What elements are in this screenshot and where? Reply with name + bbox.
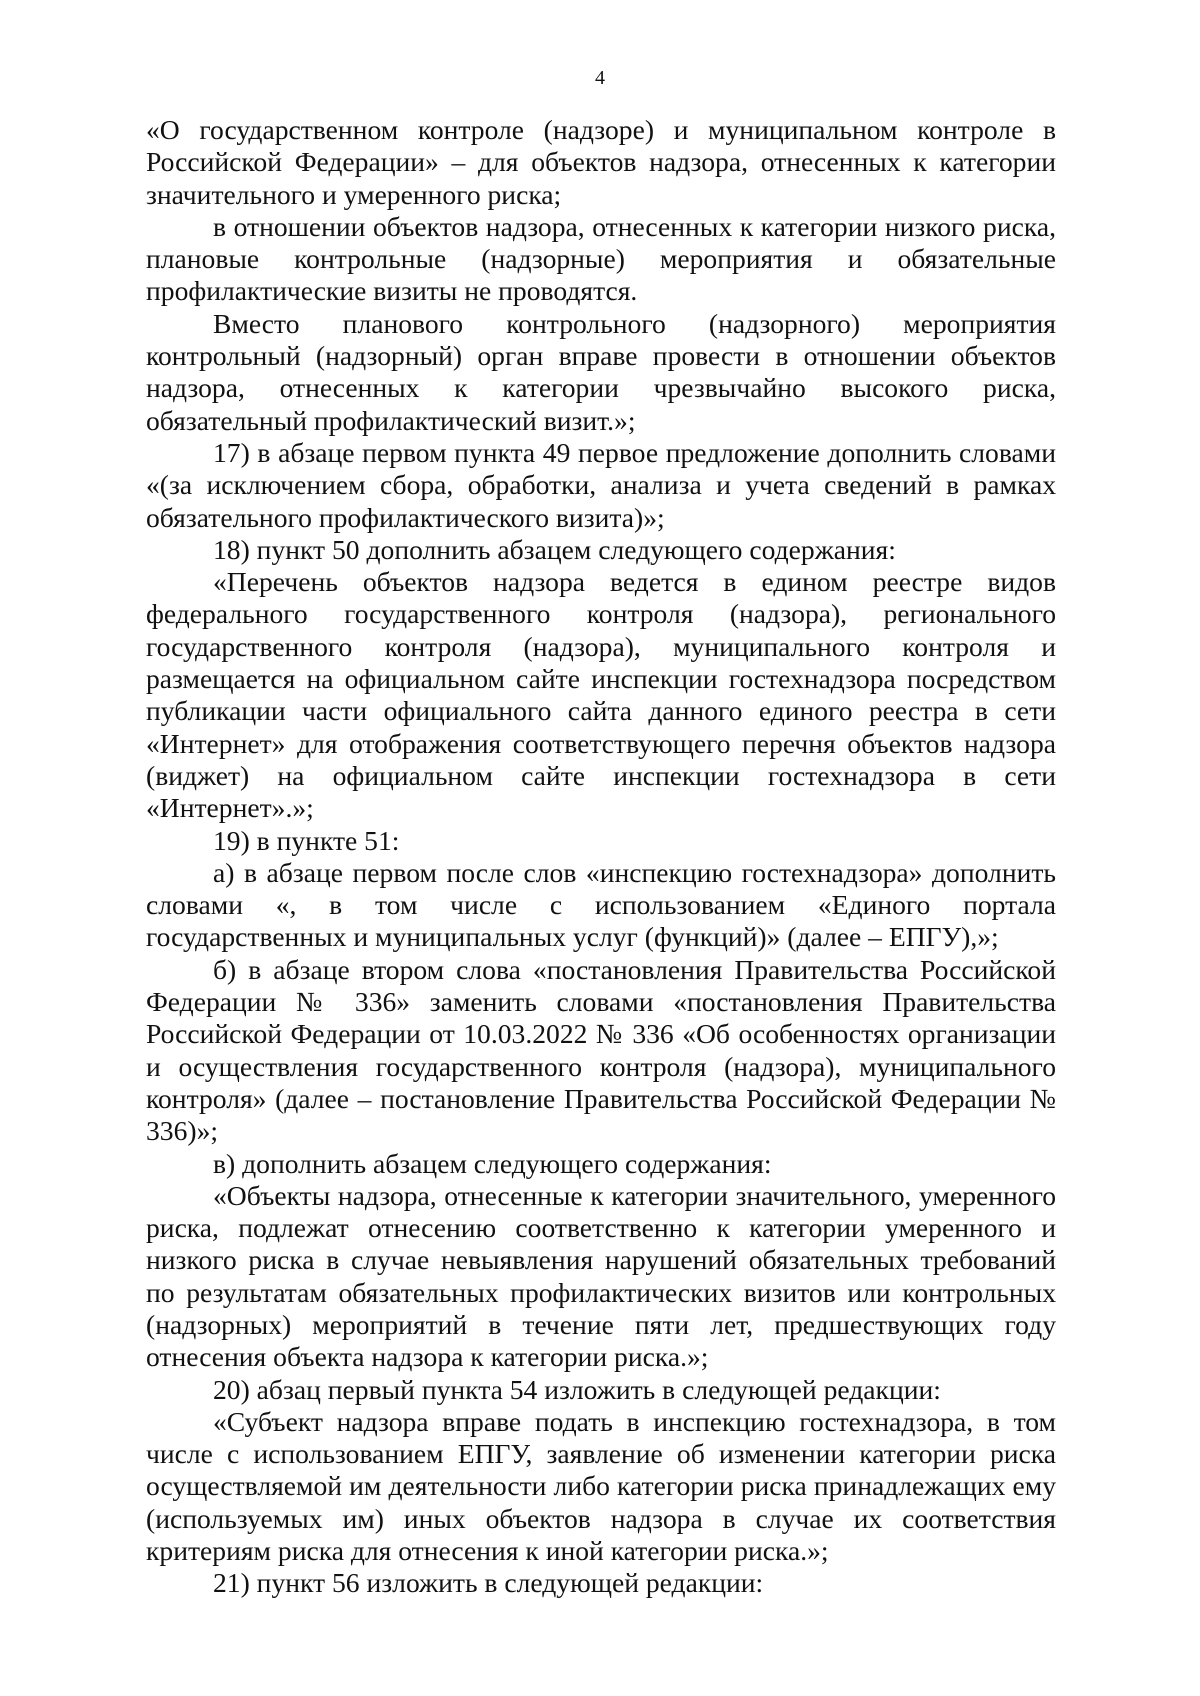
paragraph-object-list: «Перечень объектов надзора ведется в едином реестре видов федерального государственного контроля (надзора), регионального государственного контроля (надзора), муниципального контроля и размещается на официальном сайте инспекции гостехнадзора посредством публикации части официального сайта данного единого реестра в сети «Интернет» для отображения соответствующего перечня объектов надзора (виджет) на официальном сайте инспекции гостехнадзора в сети «Интернет».»; (146, 566, 1056, 824)
paragraph-risk-reassignment: «Объекты надзора, отнесенные к категории значительного, умеренного риска, подлежат отнесению соответственно к категории умеренного и низкого риска в случае невыявления нарушений обязательных требований по результатам обязательных профилактических визитов или контрольных (надзорных) мероприятий в течение пяти лет, предшествующих году отнесения объекта надзора к категории риска.»; (146, 1179, 1056, 1373)
paragraph-item-19: 19) в пункте 51: (213, 824, 400, 856)
paragraph-subject-application: «Субъект надзора вправе подать в инспекцию гостехнадзора, в том числе с использованием ЕПГУ, заявление об изменении категории риска осуществляемой им деятельности либо категории риска принадлежащих ему (используемых им) иных объектов надзора в случае их соответствия критериям риска для отнесения к иной категории риска.»; (146, 1405, 1056, 1567)
paragraph-item-17: 17) в абзаце первом пункта 49 первое предложение дополнить словами «(за исключением сбора, обработки, анализа и учета сведений в рамках обязательного профилактического визита)»; (146, 436, 1056, 533)
paragraph-item-21: 21) пункт 56 изложить в следующей редакции: (213, 1567, 764, 1599)
paragraph-instead-of-planned: Вместо планового контрольного (надзорного) мероприятия контрольный (надзорный) орган вправе провести в отношении объектов надзора, отнесенных к категории чрезвычайно высокого риска, обязательный профилактический визит.»; (146, 307, 1056, 436)
paragraph-item-20: 20) абзац первый пункта 54 изложить в следующей редакции: (213, 1373, 941, 1405)
document-body (146, 114, 1056, 1600)
paragraph-continuation: «О государственном контроле (надзоре) и муниципальном контроле в Российской Федерации» – для объектов надзора, отнесенных к категории значительного и умеренного риска; (146, 114, 1056, 210)
paragraph-item-19v: в) дополнить абзацем следующего содержания: (213, 1147, 772, 1179)
paragraph-item-18: 18) пункт 50 дополнить абзацем следующего содержания: (213, 533, 896, 565)
page-number: 4 (595, 67, 605, 89)
paragraph-low-risk: в отношении объектов надзора, отнесенных к категории низкого риска, плановые контрольные (надзорные) мероприятия и обязательные профилактические визиты не проводятся. (146, 210, 1056, 307)
paragraph-item-19a: а) в абзаце первом после слов «инспекцию гостехнадзора» дополнить словами «, в том числе с использованием «Единого портала государственных и муниципальных услуг (функций)» (далее – ЕПГУ),»; (146, 856, 1056, 953)
paragraph-item-19b: б) в абзаце втором слова «постановления Правительства Российской Федерации № 336» заменить словами «постановления Правительства Российской Федерации от 10.03.2022 № 336 «Об особенностях организации и осуществления государственного контроля (надзора), муниципального контроля» (далее – постановление Правительства Российской Федерации № 336)»; (146, 953, 1056, 1147)
